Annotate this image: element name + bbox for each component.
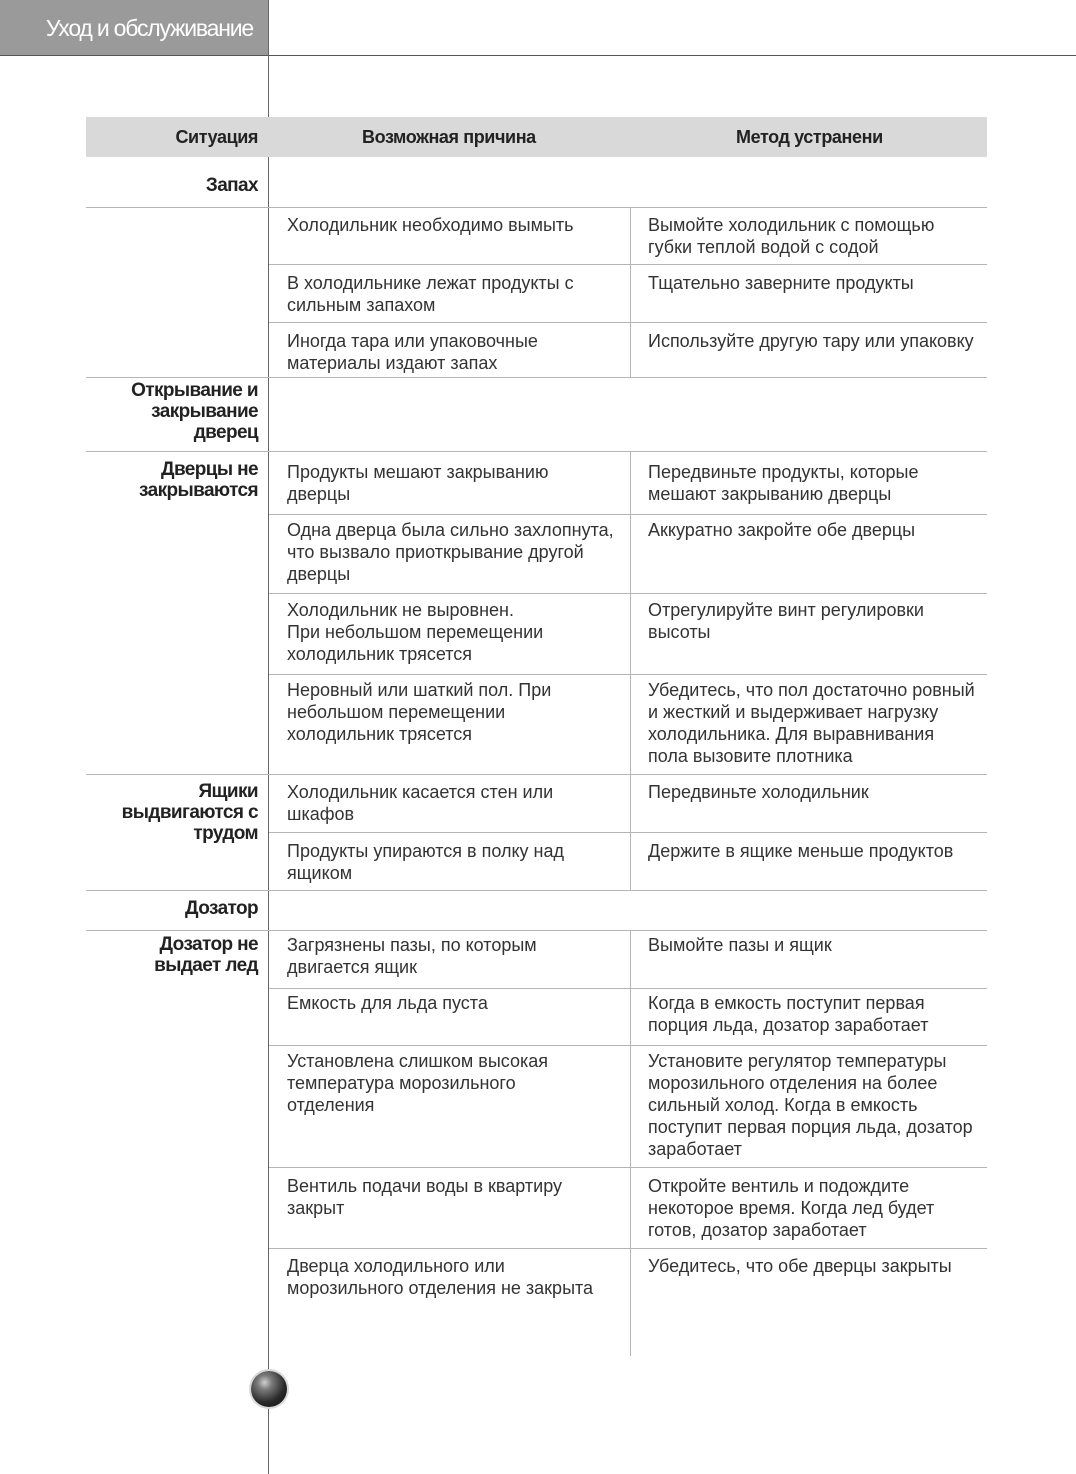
table-row-cause: Одна дверца была сильно захлопнута, что вызвало приоткрывание другой дверцы bbox=[287, 520, 614, 584]
divider bbox=[86, 930, 987, 931]
column-divider bbox=[630, 930, 631, 1356]
section-title: Уход и обслуживание bbox=[45, 14, 253, 41]
divider bbox=[269, 264, 987, 265]
table-row-fix: Используйте другую тару или упаковку bbox=[648, 331, 974, 351]
table-row-fix: Вымойте пазы и ящик bbox=[648, 935, 832, 955]
divider bbox=[269, 514, 987, 515]
col-fix-header: Метод устранени bbox=[736, 127, 883, 147]
table-row-cause: Емкость для льда пуста bbox=[287, 993, 488, 1013]
page-vertical-rule bbox=[268, 0, 269, 1474]
divider bbox=[86, 207, 987, 208]
page-marker-icon bbox=[251, 1371, 287, 1407]
table-row-cause: Холодильник не выровнен. При небольшом перемещении холодильник трясется bbox=[287, 600, 544, 664]
table-row-cause: Продукты мешают закрыванию дверцы bbox=[287, 462, 549, 504]
table-row-fix: Установите регулятор температуры морозильного отделения на более сильный холод. Когда в емкость поступит первая порция льда, дозатор заработает bbox=[648, 1051, 973, 1159]
situation-smell: Запах bbox=[205, 175, 258, 196]
table-row-fix: Когда в емкость поступит первая порция льда, дозатор заработает bbox=[648, 993, 929, 1035]
table-row-fix: Вымойте холодильник с помощью губки теплой водой с содой bbox=[648, 215, 935, 257]
divider bbox=[269, 988, 987, 989]
divider bbox=[269, 593, 987, 594]
divider bbox=[86, 890, 987, 891]
table-row-fix: Отрегулируйте винт регулировки высоты bbox=[648, 600, 924, 642]
table-row-cause: В холодильнике лежат продукты с сильным запахом bbox=[287, 273, 574, 315]
situation-doors: Открывание и закрывание дверец bbox=[131, 380, 258, 443]
divider bbox=[86, 377, 987, 378]
situation-dispenser-no-ice: Дозатор не выдает лед bbox=[154, 934, 258, 976]
divider bbox=[269, 322, 987, 323]
header-rule bbox=[0, 55, 1076, 56]
divider bbox=[269, 832, 987, 833]
table-row-cause: Холодильник касается стен или шкафов bbox=[287, 782, 554, 824]
col-cause-header: Возможная причина bbox=[362, 127, 536, 147]
situation-doors-not-close: Дверцы не закрываются bbox=[139, 459, 258, 501]
table-row-fix: Тщательно заверните продукты bbox=[648, 273, 914, 293]
table-row-fix: Убедитесь, что пол достаточно ровный и жесткий и выдерживает нагрузку холодильника. Для выравнивания пола вызовите плотника bbox=[648, 680, 975, 766]
col-situation-header: Ситуация bbox=[175, 127, 258, 147]
table-row-cause: Продукты упираются в полку над ящиком bbox=[287, 841, 565, 883]
divider bbox=[86, 774, 987, 775]
column-divider bbox=[630, 207, 631, 377]
table-row-cause: Неровный или шаткий пол. При небольшом перемещении холодильник трясется bbox=[287, 680, 552, 744]
divider bbox=[269, 674, 987, 675]
table-row-cause: Вентиль подачи воды в квартиру закрыт bbox=[287, 1176, 563, 1218]
table-row-cause: Загрязнены пазы, по которым двигается ящик bbox=[287, 935, 537, 977]
table-row-fix: Передвиньте продукты, которые мешают закрыванию дверцы bbox=[648, 462, 919, 504]
divider bbox=[269, 1045, 987, 1046]
table-row-fix: Аккуратно закройте обе дверцы bbox=[648, 520, 916, 540]
divider bbox=[269, 1248, 987, 1249]
section-title-tab bbox=[0, 0, 269, 56]
table-row-fix: Убедитесь, что обе дверцы закрыты bbox=[648, 1256, 952, 1276]
situation-drawers: Ящики выдвигаются с трудом bbox=[121, 781, 258, 844]
column-divider bbox=[630, 451, 631, 890]
table-row-fix: Держите в ящике меньше продуктов bbox=[648, 841, 954, 861]
table-row-fix: Откройте вентиль и подождите некоторое время. Когда лед будет готов, дозатор заработает bbox=[648, 1176, 935, 1240]
table-header bbox=[86, 117, 987, 157]
divider bbox=[269, 1167, 987, 1168]
table-row-cause: Иногда тара или упаковочные материалы издают запах bbox=[287, 331, 538, 373]
table-row-fix: Передвиньте холодильник bbox=[648, 782, 869, 802]
table-row-cause: Установлена слишком высокая температура морозильного отделения bbox=[287, 1051, 549, 1115]
divider bbox=[86, 451, 987, 452]
table-row-cause: Холодильник необходимо вымыть bbox=[287, 215, 574, 235]
situation-dispenser: Дозатор bbox=[185, 898, 258, 919]
table-row-cause: Дверца холодильного или морозильного отделения не закрыта bbox=[287, 1256, 594, 1298]
